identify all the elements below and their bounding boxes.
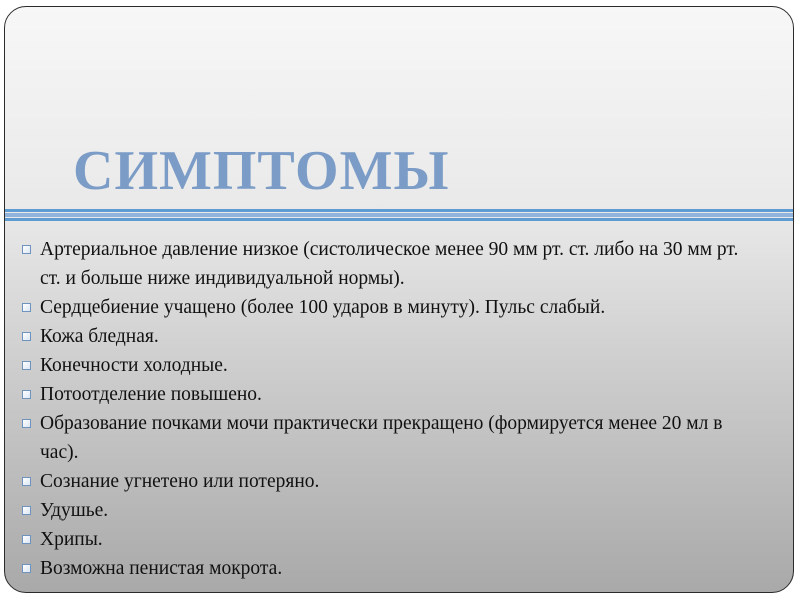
square-bullet-icon [22,564,31,573]
list-item [19,235,759,293]
square-bullet-icon [22,361,31,370]
title-divider [5,209,793,223]
list-item [19,380,759,409]
list-item-text: Возможна пенистая мокрота. [40,558,283,579]
square-bullet-icon [22,506,31,515]
list-item-text: Образование почками мочи практически прекращено (формируется менее 20 мл в час). [40,413,723,463]
square-bullet-icon [22,332,31,341]
symptom-list [19,235,759,583]
list-item [19,322,759,351]
list-item-text: Артериальное давление низкое (систолическое менее 90 мм рт. ст. либо на 30 мм рт. ст. и больше ниже индивидуальной нормы). [40,239,739,289]
square-bullet-icon [22,535,31,544]
divider-line [5,218,793,221]
divider-line [5,213,793,217]
divider-line [5,209,793,212]
list-item [19,525,759,554]
list-item [19,351,759,380]
list-item [19,467,759,496]
square-bullet-icon [22,245,31,254]
square-bullet-icon [22,477,31,486]
list-item [19,496,759,525]
list-item-text: Кожа бледная. [40,326,159,347]
list-item-text: Сердцебиение учащено (более 100 ударов в минуту). Пульс слабый. [40,297,606,318]
list-item-text: Конечности холодные. [40,355,228,376]
list-item [19,409,759,467]
list-item-text: Сознание угнетено или потеряно. [40,471,320,492]
list-item [19,293,759,322]
list-item-text: Потоотделение повышено. [40,384,262,405]
square-bullet-icon [22,303,31,312]
list-item-text: Хрипы. [40,529,103,550]
list-item [19,554,759,583]
slide-title: СИМПТОМЫ [73,140,450,202]
list-item-text: Удушье. [40,500,109,521]
square-bullet-icon [22,390,31,399]
slide [4,6,794,593]
square-bullet-icon [22,419,31,428]
